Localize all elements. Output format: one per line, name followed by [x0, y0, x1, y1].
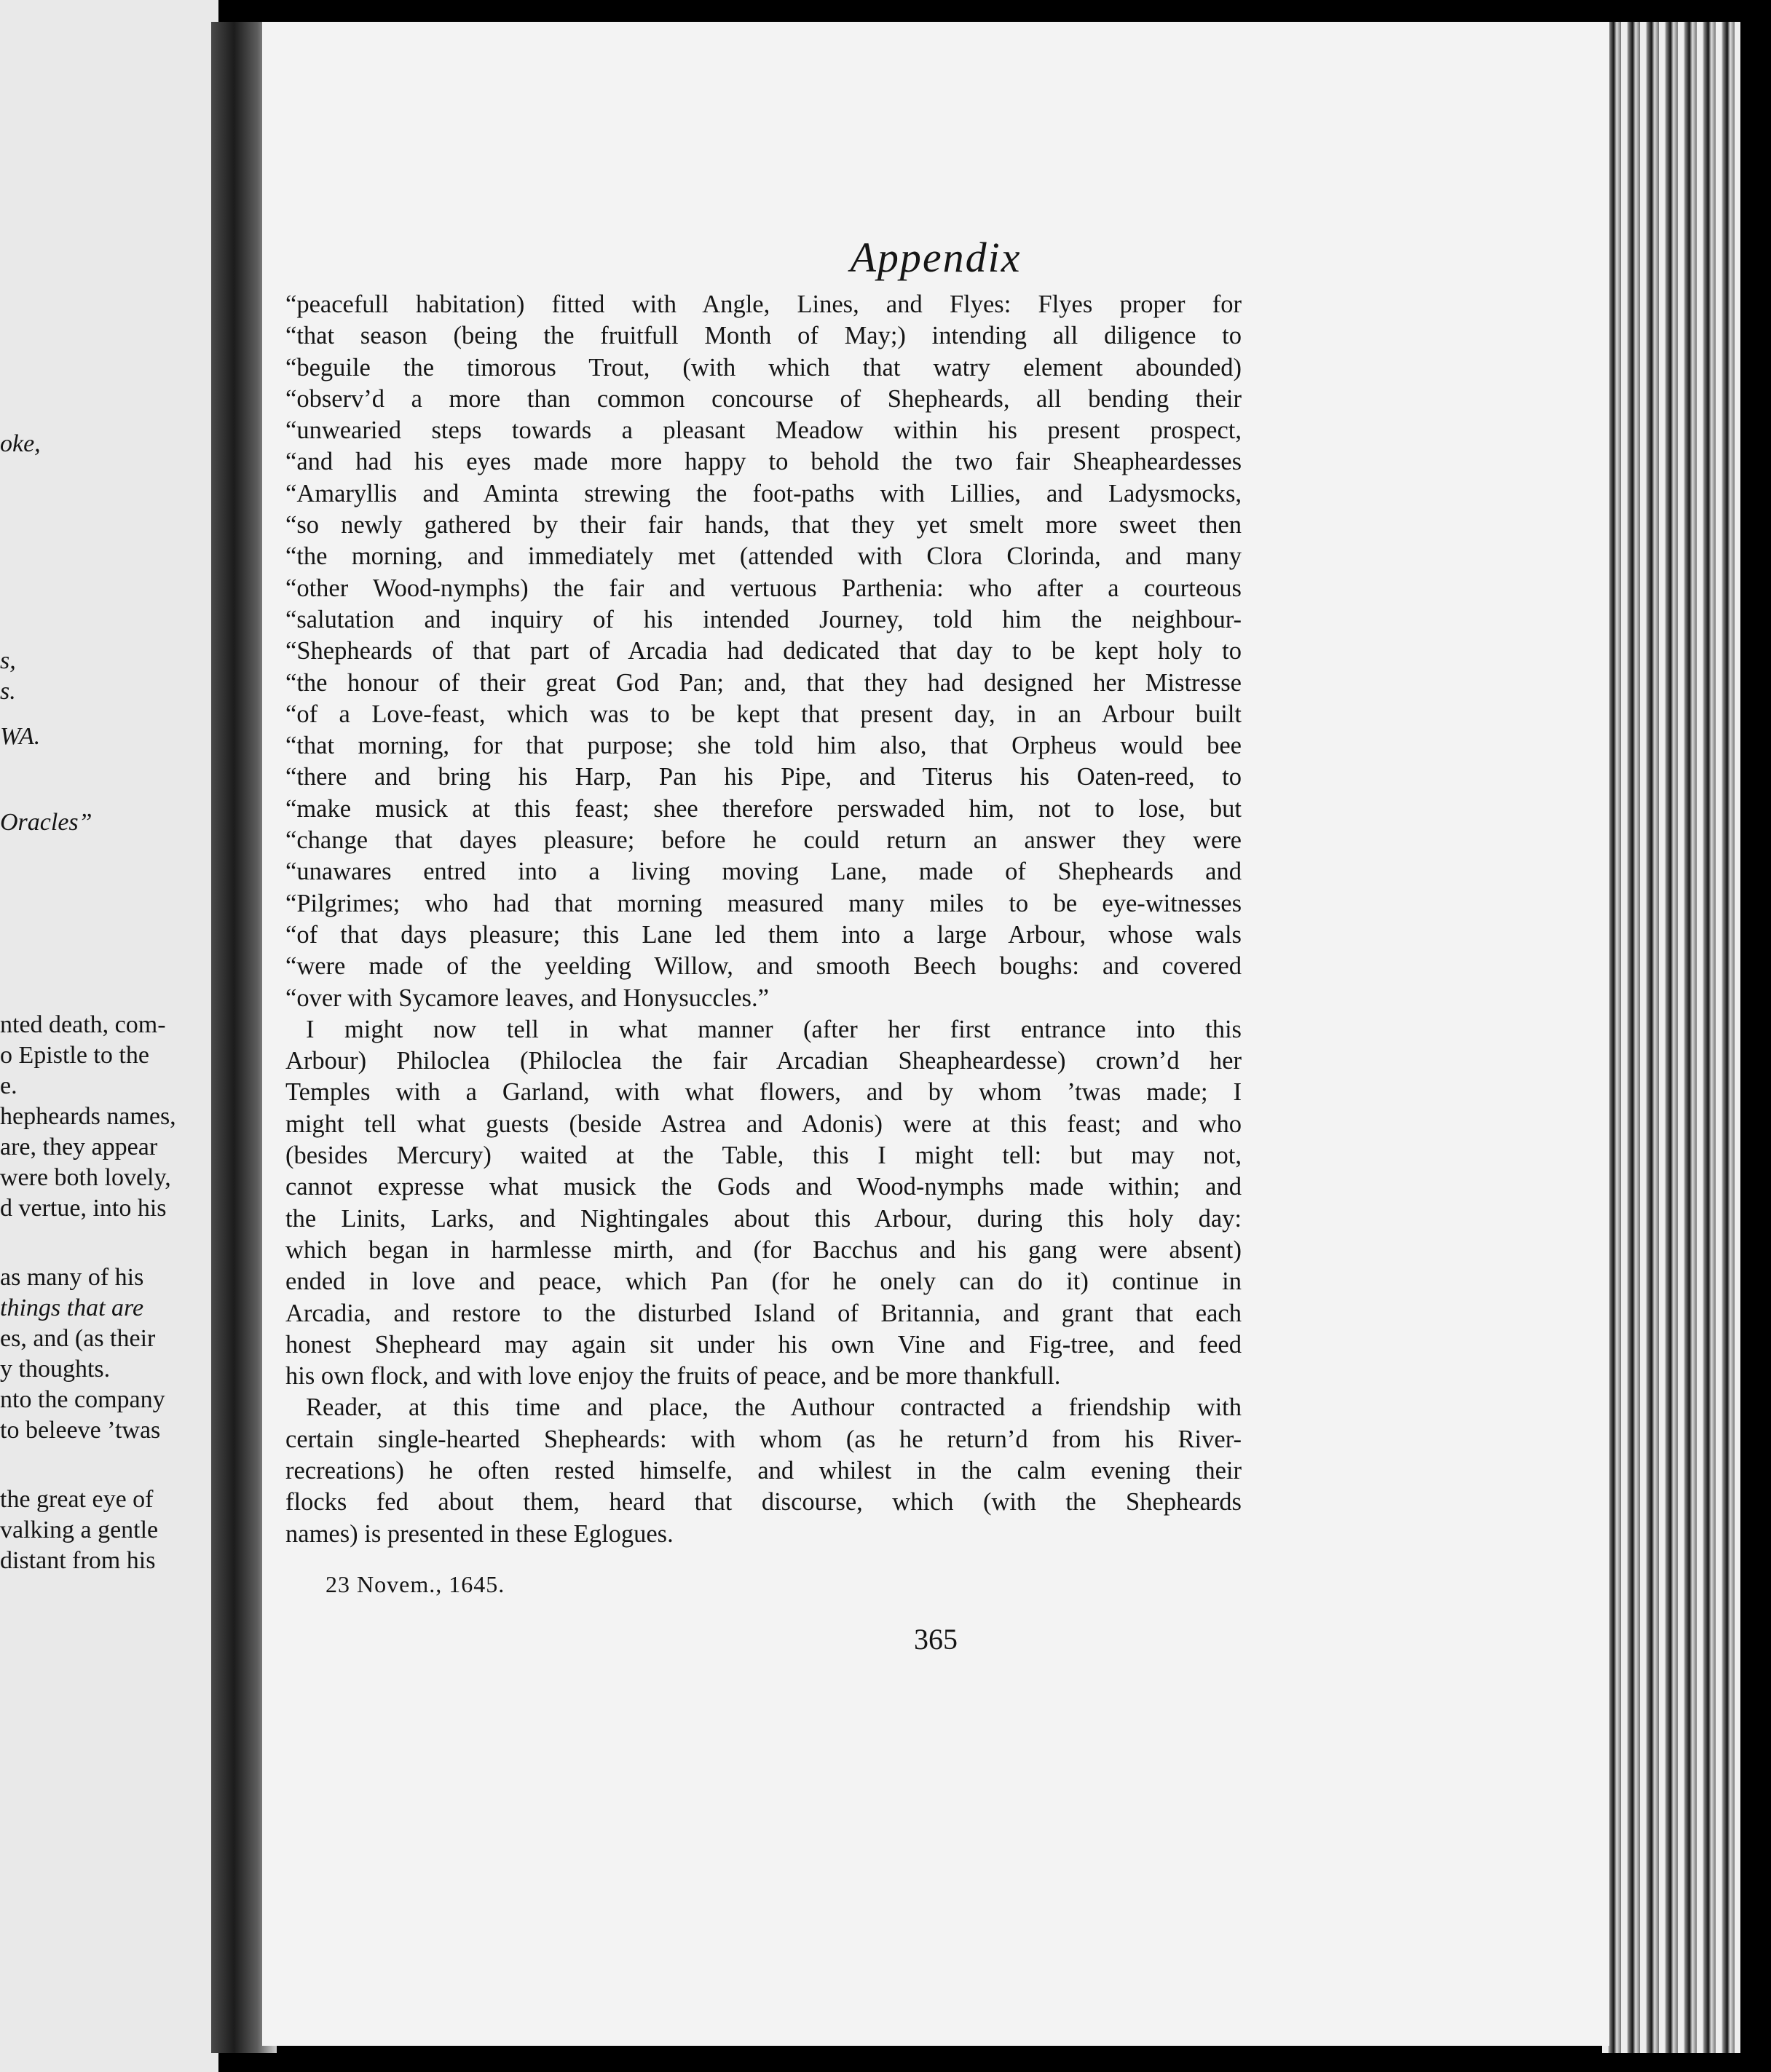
- text-line: “and had his eyes made more happy to behold the two fair Sheapheardesses: [285, 448, 1242, 476]
- left-page-fragment: distant from his: [0, 1547, 156, 1574]
- text-line: “beguile the timorous Trout, (with which that watry element abounded): [285, 353, 1242, 381]
- text-line: “that morning, for that purpose; she told him also, that Orpheus would bee: [285, 732, 1242, 760]
- text-line: I might now tell in what manner (after her first entrance into this: [306, 1015, 1242, 1043]
- left-page-fragment: e.: [0, 1072, 17, 1099]
- text-line: his own flock, and with love enjoy the fruits of peace, and be more thankfull.: [285, 1362, 1061, 1391]
- text-line: “Amaryllis and Aminta strewing the foot-paths with Lillies, and Ladysmocks,: [285, 479, 1242, 507]
- left-page-fragment: s.: [0, 678, 16, 705]
- left-page-fragment: Oracles”: [0, 809, 92, 836]
- text-line: names) is presented in these Eglogues.: [285, 1519, 674, 1548]
- left-page-fragment: valking a gentle: [0, 1517, 159, 1543]
- left-page-fragment: hepheards names,: [0, 1103, 176, 1130]
- text-line: “change that dayes pleasure; before he could return an answer they were: [285, 826, 1242, 855]
- left-page: [0, 0, 218, 2072]
- left-page-fragment: the great eye of: [0, 1486, 154, 1513]
- running-head: Appendix: [850, 234, 1022, 281]
- left-page-fragment: WA.: [0, 723, 41, 750]
- text-line: the Linits, Larks, and Nightingales about this Arbour, during this holy day:: [285, 1204, 1242, 1233]
- left-page-fragment: nto the company: [0, 1386, 165, 1413]
- text-line: which began in harmlesse mirth, and (for Bacchus and his gang were absent): [285, 1235, 1242, 1264]
- text-line: recreations) he often rested himselfe, and whilest in the calm evening their: [285, 1456, 1242, 1484]
- body-text: [285, 289, 1242, 1550]
- text-line: ended in love and peace, which Pan (for he onely can do it) continue in: [285, 1268, 1242, 1296]
- left-page-fragment: things that are: [0, 1294, 144, 1321]
- text-line: “over with Sycamore leaves, and Honysuccles.”: [285, 984, 769, 1012]
- text-line: “of a Love-feast, which was to be kept that present day, in an Arbour built: [285, 700, 1242, 728]
- text-line: “there and bring his Harp, Pan his Pipe, and Titerus his Oaten-reed, to: [285, 763, 1242, 791]
- page-edges: [1602, 22, 1740, 2053]
- text-line: “Pilgrimes; who had that morning measured many miles to be eye-witnesses: [285, 889, 1242, 917]
- text-line: “the honour of their great God Pan; and, that they had designed her Mistresse: [285, 668, 1242, 697]
- text-line: “that season (being the fruitfull Month of May;) intending all diligence to: [285, 322, 1242, 350]
- left-page-fragment: nted death, com-: [0, 1011, 166, 1038]
- left-page-fragment: y thoughts.: [0, 1356, 111, 1383]
- text-line: certain single-hearted Shepheards: with whom (as he return’d from his River-: [285, 1425, 1242, 1453]
- text-line: Arcadia, and restore to the disturbed Island of Britannia, and grant that each: [285, 1299, 1242, 1327]
- text-line: “unawares entred into a living moving Lane, made of Shepheards and: [285, 858, 1242, 886]
- left-page-fragment: s,: [0, 647, 16, 674]
- left-page-fragment: are, they appear: [0, 1134, 158, 1160]
- left-page-fragment: d vertue, into his: [0, 1195, 167, 1222]
- left-page-fragment: es, and (as their: [0, 1325, 156, 1352]
- text-line: “salutation and inquiry of his intended Journey, told him the neighbour-: [285, 605, 1242, 633]
- text-line: cannot expresse what musick the Gods and Wood-nymphs made within; and: [285, 1173, 1242, 1201]
- text-line: “peacefull habitation) fitted with Angle, Lines, and Flyes: Flyes proper for: [285, 290, 1242, 318]
- text-line: “other Wood-nymphs) the fair and vertuous Parthenia: who after a courteous: [285, 574, 1242, 602]
- text-line: Arbour) Philoclea (Philoclea the fair Arcadian Sheapheardesse) crown’d her: [285, 1047, 1242, 1075]
- text-line: “were made of the yeelding Willow, and smooth Beech boughs: and covered: [285, 952, 1242, 981]
- text-line: “observ’d a more than common concourse of Shepheards, all bending their: [285, 384, 1242, 413]
- date-line: 23 Novem., 1645.: [326, 1571, 505, 1597]
- text-line: honest Shepheard may again sit under his own Vine and Fig-tree, and feed: [285, 1330, 1242, 1359]
- left-page-fragment: as many of his: [0, 1264, 144, 1291]
- left-page-fragment: were both lovely,: [0, 1164, 171, 1191]
- text-line: Temples with a Garland, with what flowers, and by whom ’twas made; I: [285, 1078, 1242, 1107]
- page-number: 365: [914, 1623, 958, 1656]
- text-line: “so newly gathered by their fair hands, that they yet smelt more sweet then: [285, 511, 1242, 539]
- text-line: Reader, at this time and place, the Authour contracted a friendship with: [306, 1393, 1242, 1422]
- text-line: “of that days pleasure; this Lane led them into a large Arbour, whose wals: [285, 920, 1242, 949]
- text-line: “the morning, and immediately met (attended with Clora Clorinda, and many: [285, 542, 1242, 571]
- text-line: “unwearied steps towards a pleasant Meadow within his present prospect,: [285, 416, 1242, 445]
- text-line: “make musick at this feast; shee therefore perswaded him, not to lose, but: [285, 794, 1242, 823]
- text-line: “Shepheards of that part of Arcadia had dedicated that day to be kept holy to: [285, 637, 1242, 665]
- left-page-fragment: o Epistle to the: [0, 1042, 149, 1069]
- text-line: (besides Mercury) waited at the Table, this I might tell: but may not,: [285, 1142, 1242, 1170]
- left-page-fragment: to beleeve ’twas: [0, 1417, 161, 1444]
- text-line: might tell what guests (beside Astrea and Adonis) were at this feast; and who: [285, 1110, 1242, 1138]
- left-page-fragment: oke,: [0, 430, 41, 457]
- text-line: flocks fed about them, heard that discourse, which (with the Shepheards: [285, 1488, 1242, 1517]
